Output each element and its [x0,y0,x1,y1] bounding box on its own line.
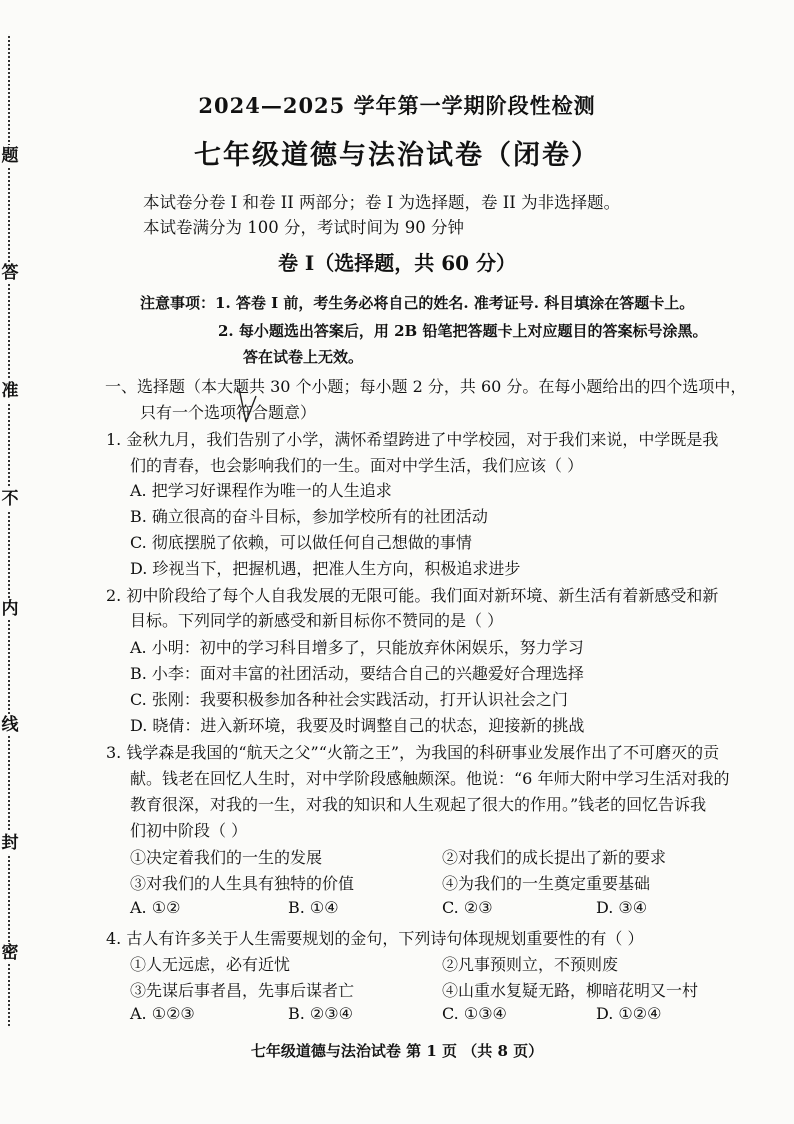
option-a: A. 把学习好课程作为唯一的人生追求 [130,481,392,500]
option-d: D. 晓倩：进入新环境，我要及时调整自己的状态，迎接新的挑战 [130,716,585,735]
notice-item: 1. 答卷 I 前，考生务必将自己的姓名. 准考证号. 科目填涂在答题卡上。 [215,294,695,312]
statement: ③先谋后事者昌，先事后谋者亡 [130,981,355,1000]
notice-item: 答在试卷上无效。 [243,348,364,366]
notice-label-text: 注意事项： [140,294,216,312]
option-d: D. 珍视当下，把握机遇，把准人生方向，积极追求进步 [130,559,521,578]
question-3-line: 3. 钱学森是我国的“航天之父”“火箭之王”，为我国的科研事业发展作出了不可磨灭的贡 [106,743,720,762]
notice-item: 2. 每小题选出答案后，用 2B 铅笔把答题卡上对应题目的答案标号涂黑。 [218,322,708,340]
pen-mark-icon [236,386,260,424]
option-c: C. ①③④ [442,1004,507,1023]
part-heading: 一、选择题（本大题共 30 个小题；每小题 2 分，共 60 分。在每小题给出的四个选项中， [105,377,747,396]
intro-line: 本试卷分卷 I 和卷 II 两部分；卷 I 为选择题，卷 II 为非选择题。 [143,193,621,212]
margin-char: 不 [0,488,21,510]
question-2-line: 2. 初中阶段给了每个人自我发展的无限可能。我们面对新环境、新生活有着新感受和新 [106,586,719,605]
margin-char: 答 [0,262,21,284]
section-title: 卷 I（选择题，共 60 分） [277,251,517,275]
margin-char: 线 [0,714,21,736]
binding-margin-line [8,36,10,1026]
option-d: D. ①②④ [596,1004,662,1023]
question-3-line: 们初中阶段（ ） [130,821,248,840]
question-2-line: 目标。下列同学的新感受和新目标你不赞同的是（ ） [130,611,504,630]
statement: ①人无远虑，必有近忧 [130,955,291,974]
question-3-line: 献。钱老在回忆人生时，对中学阶段感触颇深。他说：“6 年师大附中学习生活对我的 [130,769,730,788]
option-b: B. ②③④ [288,1004,353,1023]
option-d: D. ③④ [596,898,648,917]
part-heading: 只有一个选项符合题意） [140,403,317,422]
statement: ④山重水复疑无路，柳暗花明又一村 [442,981,699,1000]
option-a: A. ①②③ [130,1004,195,1023]
margin-char: 内 [0,598,21,620]
option-b: B. ①④ [288,898,339,917]
margin-char: 封 [0,832,21,854]
statement: ④为我们的一生奠定重要基础 [442,874,651,893]
margin-char: 题 [0,145,21,167]
option-b: B. 小李：面对丰富的社团活动，要结合自己的兴趣爱好合理选择 [130,664,584,683]
exam-subtitle: 七年级道德与法治试卷（闭卷） [194,140,600,171]
question-1-line: 1. 金秋九月，我们告别了小学，满怀希望跨进了中学校园，对于我们来说，中学既是我 [106,430,719,449]
statement: ②凡事预则立，不预则废 [442,955,619,974]
notice-label [140,292,694,313]
margin-char: 准 [0,380,21,402]
statement: ②对我们的成长提出了新的要求 [442,848,667,867]
page-footer: 七年级道德与法治试卷 第 1 页 （共 8 页） [250,1042,544,1060]
option-c: C. 张刚：我要积极参加各种社会实践活动，打开认识社会之门 [130,690,568,709]
option-c: C. ②③ [442,898,493,917]
option-c: C. 彻底摆脱了依赖，可以做任何自己想做的事情 [130,533,472,552]
option-a: A. ①② [130,898,181,917]
question-4-line: 4. 古人有许多关于人生需要规划的金句，下列诗句体现规划重要性的有（ ） [106,929,644,948]
exam-title: 2024—2025 学年第一学期阶段性检测 [198,93,596,118]
question-3-line: 教育很深，对我的一生，对我的知识和人生观起了很大的作用。”钱老的回忆告诉我 [130,795,707,814]
option-a: A. 小明：初中的学习科目增多了，只能放弃休闲娱乐，努力学习 [130,638,584,657]
question-1-line: 们的青春，也会影响我们的一生。面对中学生活，我们应该（ ） [130,456,584,475]
option-b: B. 确立很高的奋斗目标，参加学校所有的社团活动 [130,507,488,526]
statement: ①决定着我们的一生的发展 [130,848,323,867]
intro-line: 本试卷满分为 100 分，考试时间为 90 分钟 [143,218,464,237]
statement: ③对我们的人生具有独特的价值 [130,874,355,893]
margin-char: 密 [0,942,21,964]
